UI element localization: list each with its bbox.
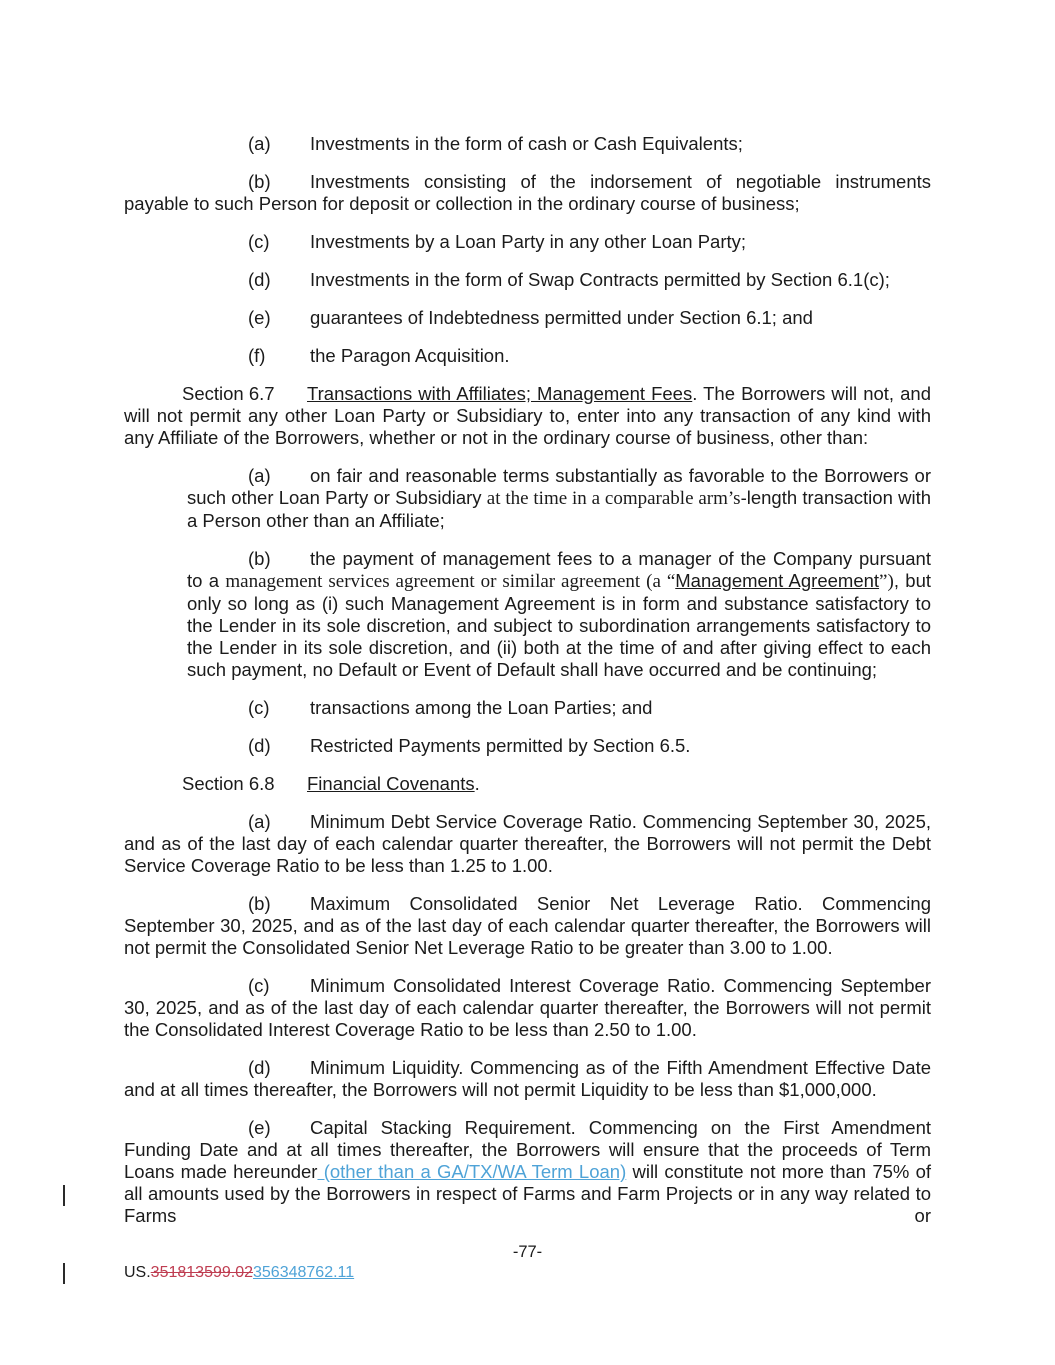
item-label: (b) (248, 893, 271, 914)
item-text: on fair and reasonable terms substantially as favorable to the Borrowers or such other Loan Party or Subsidiary (187, 465, 931, 508)
item-label: (c) (248, 231, 270, 252)
section-title: Financial Covenants (307, 773, 475, 794)
list-item-a (124, 133, 931, 155)
item-text: Investments by a Loan Party in any other Loan Party; (310, 231, 747, 252)
section-number: Section 6.7 (182, 383, 275, 404)
revision-change-bar (63, 1185, 65, 1206)
tracked-change-inserted-text: (other than a GA/TX/WA Term Loan) (317, 1161, 627, 1182)
section-title: Transactions with Affiliates; Management Fees (307, 383, 693, 404)
document-body (124, 117, 931, 1227)
section-6-8-item-a (124, 811, 931, 877)
item-label: (a) (248, 811, 271, 832)
item-text: Minimum Liquidity. Commencing as of the Fifth Amendment Effective Date and at all times thereafter, the Borrowers will not permit Liquidity to be less than $1,000,000. (124, 1057, 931, 1100)
item-label: (e) (248, 307, 271, 328)
item-text: , but only so long as (i) such Management Agreement is in form and substance satisfactory to the Lender in its sole discretion, and subject to subordination arrangements satisfactory to the Lender in its sole discretion, and (ii) both at the time of and after giving effect to each such payment, no Default or Event of Default shall have occurred and be continuing; (187, 570, 931, 680)
list-item-c (124, 231, 931, 253)
item-text: -length transaction with a Person other than an Affiliate; (187, 487, 931, 531)
footer-doc-id (124, 1263, 354, 1282)
item-text: will constitute not more than 75% of all amounts used by the Borrowers in respect of Farms and Farm Projects or in any way related to Farms or (124, 1161, 931, 1226)
item-text: guarantees of Indebtedness permitted under Section 6.1; and (310, 307, 813, 328)
list-item-f (124, 345, 931, 367)
item-text: Investments consisting of the indorsement of negotiable instruments payable to such Person for deposit or collection in the ordinary course of business; (124, 171, 931, 214)
list-item-d (124, 269, 931, 291)
section-6-7-item-c (124, 697, 931, 719)
section-6-7-item-d (124, 735, 931, 757)
item-text: the Paragon Acquisition. (310, 345, 510, 366)
section-intro: . The Borrowers will not, and will not permit any other Loan Party or Subsidiary to, enter into any transaction of any kind with any Affiliate of the Borrowers, whether or not in the ordinary course of business, other than: (124, 383, 931, 448)
section-6-8-item-c (124, 975, 931, 1041)
list-item-b (124, 171, 931, 215)
section-number: Section 6.8 (182, 773, 275, 794)
doc-id-prefix: US. (124, 1264, 151, 1281)
section-6-7-item-b (187, 548, 931, 681)
item-label: (d) (248, 269, 271, 290)
item-label: (a) (248, 133, 271, 154)
item-text: Restricted Payments permitted by Section 6.5. (310, 735, 691, 756)
section-6-8-item-e (124, 1117, 931, 1227)
section-6-8-item-d (124, 1057, 931, 1101)
section-6-7-item-a (187, 465, 931, 532)
serif-run: ”) (879, 571, 894, 592)
doc-id-inserted: 356348762.11 (253, 1264, 355, 1281)
serif-run: management services agreement or similar agreement (a “ (225, 571, 676, 592)
defined-term-management-agreement: Management Agreement (675, 570, 880, 591)
serif-run: at the time in a comparable arm’s (486, 488, 741, 509)
item-text: Minimum Consolidated Interest Coverage Ratio. Commencing September 30, 2025, and as of the last day of each calendar quarter thereafter, the Borrowers will not permit the Consolidated Interest Coverage Ratio to be less than 2.50 to 1.00. (124, 975, 931, 1040)
item-label: (f) (248, 345, 266, 366)
section-title-period: . (474, 773, 480, 794)
item-label: (d) (248, 735, 271, 756)
item-text: Capital Stacking Requirement. Commencing on the First Amendment Funding Date and at all times thereafter, the Borrowers will ensure that the proceeds of Term Loans made hereunder (124, 1117, 931, 1182)
page-number: -77- (512, 1243, 543, 1261)
section-6-8-heading (124, 773, 931, 795)
item-text: Investments in the form of cash or Cash Equivalents; (310, 133, 743, 154)
item-label: (a) (248, 465, 271, 486)
list-item-e (124, 307, 931, 329)
revision-change-bar (63, 1263, 65, 1284)
item-text: the payment of management fees to a manager of the Company pursuant to a (187, 548, 931, 591)
item-label: (d) (248, 1057, 271, 1078)
doc-id-deleted: 351813599.02 (150, 1264, 253, 1281)
item-label: (b) (248, 548, 271, 569)
item-text: transactions among the Loan Parties; and (310, 697, 653, 718)
item-text: Investments in the form of Swap Contracts permitted by Section 6.1(c); (310, 269, 890, 290)
section-6-8-item-b (124, 893, 931, 959)
item-text: Minimum Debt Service Coverage Ratio. Commencing September 30, 2025, and as of the last day of each calendar quarter thereafter, the Borrowers will not permit the Debt Service Coverage Ratio to be less than 1.25 to 1.00. (124, 811, 931, 876)
item-label: (b) (248, 171, 271, 192)
item-text: Maximum Consolidated Senior Net Leverage Ratio. Commencing September 30, 2025, and as of the last day of each calendar quarter thereafter, the Borrowers will not permit the Consolidated Senior Net Leverage Ratio to be greater than 3.00 to 1.00. (124, 893, 931, 958)
item-label: (c) (248, 697, 270, 718)
item-label: (e) (248, 1117, 271, 1138)
item-label: (c) (248, 975, 270, 996)
section-6-7-heading (124, 383, 931, 449)
